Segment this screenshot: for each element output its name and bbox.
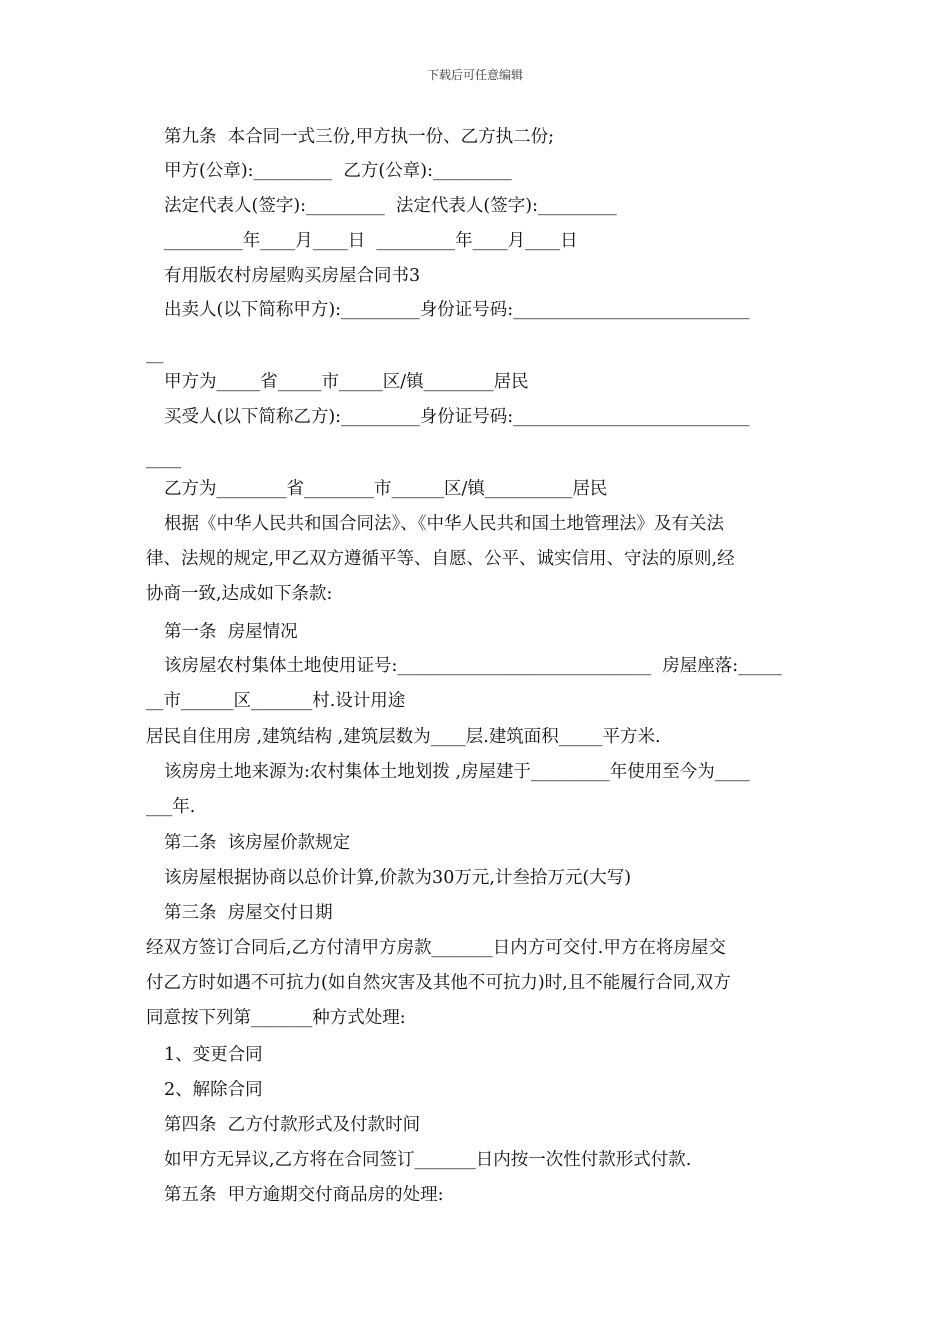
page-header: 下载后可任意编辑 [426,68,523,82]
clause-2-title: 第二条 该房屋价款规定 [164,833,351,853]
date-line: _________年____月____日 _________年____月____日 [164,231,578,251]
clause-9: 第九条 本合同一式三份,甲方执一份、乙方执二份; [164,127,555,147]
preamble-2: 律、法规的规定,甲乙双方遵循平等、自愿、公平、诚实信用、守法的原则,经 [146,549,735,569]
clause-1-title: 第一条 房屋情况 [164,622,298,642]
option-1: 1、变更合同 [164,1045,263,1065]
buyer-line-cont: ____ [146,449,181,469]
buyer-address: 乙方为________省________市______区/镇__________居民 [164,479,608,499]
clause-3-text-2: 付乙方时如遇不可抗力(如自然灾害及其他不可抗力)时,且不能履行合同,双方 [146,973,731,993]
clause-3-title: 第三条 房屋交付日期 [164,903,333,923]
seller-line: 出卖人(以下简称甲方):_________身份证号码:___________________________ [164,300,750,320]
document-title: 有用版农村房屋购买房屋合同书3 [164,266,421,286]
clause-3-text-1: 经双方签订合同后,乙方付清甲方房款_______日内方可交付.甲方在将房屋交 [146,938,726,958]
clause-1-text-3: 居民自住用房 ,建筑结构 ,建筑层数为____层.建筑面积_____平方米. [146,727,661,747]
signature-line: 法定代表人(签字):_________ 法定代表人(签字):_________ [164,196,617,216]
preamble-1: 根据《中华人民共和国合同法》、《中华人民共和国土地管理法》及有关法 [164,514,724,534]
clause-1-text-4: 该房房土地来源为:农村集体土地划拨 ,房屋建于_________年使用至今为____ [164,762,750,782]
seller-line-cont: __ [146,344,164,364]
clause-1-text-2: __市______区_______村.设计用途 [146,691,406,711]
seller-address: 甲方为_____省_____市_____区/镇________居民 [164,372,529,392]
preamble-3: 协商一致,达成如下条款: [146,584,333,604]
option-2: 2、解除合同 [164,1080,263,1100]
clause-4-text: 如甲方无异议,乙方将在合同签订_______日内按一次性付款形式付款. [164,1150,692,1170]
clause-4-title: 第四条 乙方付款形式及付款时间 [164,1115,421,1135]
clause-1-text-5: ___年. [146,797,196,817]
clause-1-text-1: 该房屋农村集体土地使用证号:_____________________________ 房屋座落:_____ [164,656,782,676]
seal-line: 甲方(公章):_________ 乙方(公章):_________ [164,161,512,181]
buyer-line: 买受人(以下简称乙方):_________身份证号码:___________________________ [164,407,750,427]
clause-5-title: 第五条 甲方逾期交付商品房的处理: [164,1185,444,1205]
clause-2-text: 该房屋根据协商以总价计算,价款为30万元,计叁拾万元(大写) [164,868,632,888]
clause-3-text-3: 同意按下列第_______种方式处理: [146,1008,406,1028]
